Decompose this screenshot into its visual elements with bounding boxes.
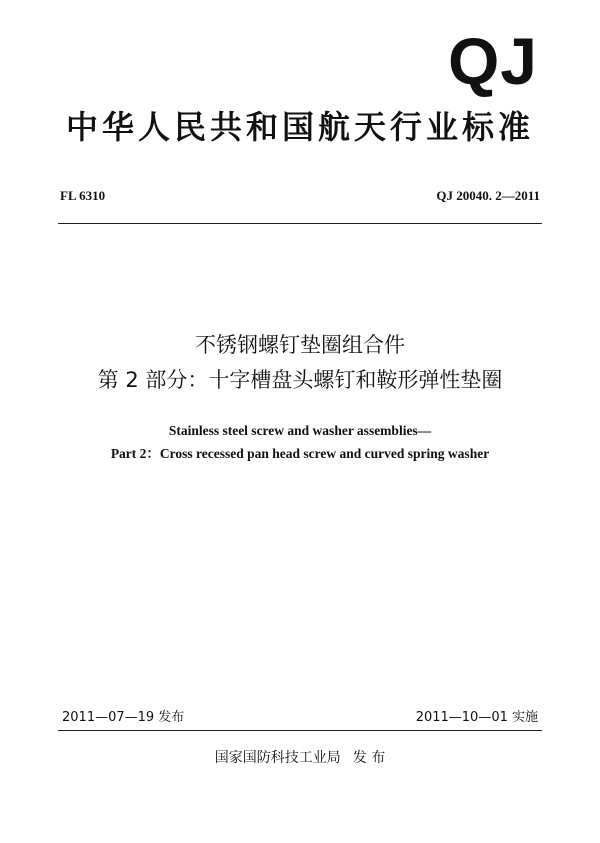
publisher-line bbox=[0, 750, 600, 767]
title-english-line-2: Part 2：Cross recessed pan head screw and curved spring washer bbox=[110, 446, 490, 461]
qj-logo: QJ bbox=[447, 24, 538, 98]
title-chinese-line-1: 不锈钢螺钉垫圈组合件 bbox=[195, 333, 405, 357]
standard-number: QJ 20040. 2—2011 bbox=[436, 188, 540, 203]
title-chinese-line-2: 第 2 部分：十字槽盘头螺钉和鞍形弹性垫圈 bbox=[97, 368, 503, 392]
issuing-authority: 国家国防科技工业局 bbox=[214, 750, 341, 766]
title-english-line-1: Stainless steel screw and washer assemblies— bbox=[168, 423, 432, 438]
issue-date: 2011—07—19 发布 bbox=[62, 710, 185, 725]
issue-label: 发 布 bbox=[352, 750, 386, 766]
top-divider bbox=[58, 223, 542, 224]
implementation-date: 2011—10—01 实施 bbox=[415, 710, 538, 725]
classification-code: FL 6310 bbox=[60, 188, 106, 203]
organization-title: 中华人民共和国航天行业标准 bbox=[65, 108, 534, 146]
bottom-divider bbox=[58, 730, 542, 731]
